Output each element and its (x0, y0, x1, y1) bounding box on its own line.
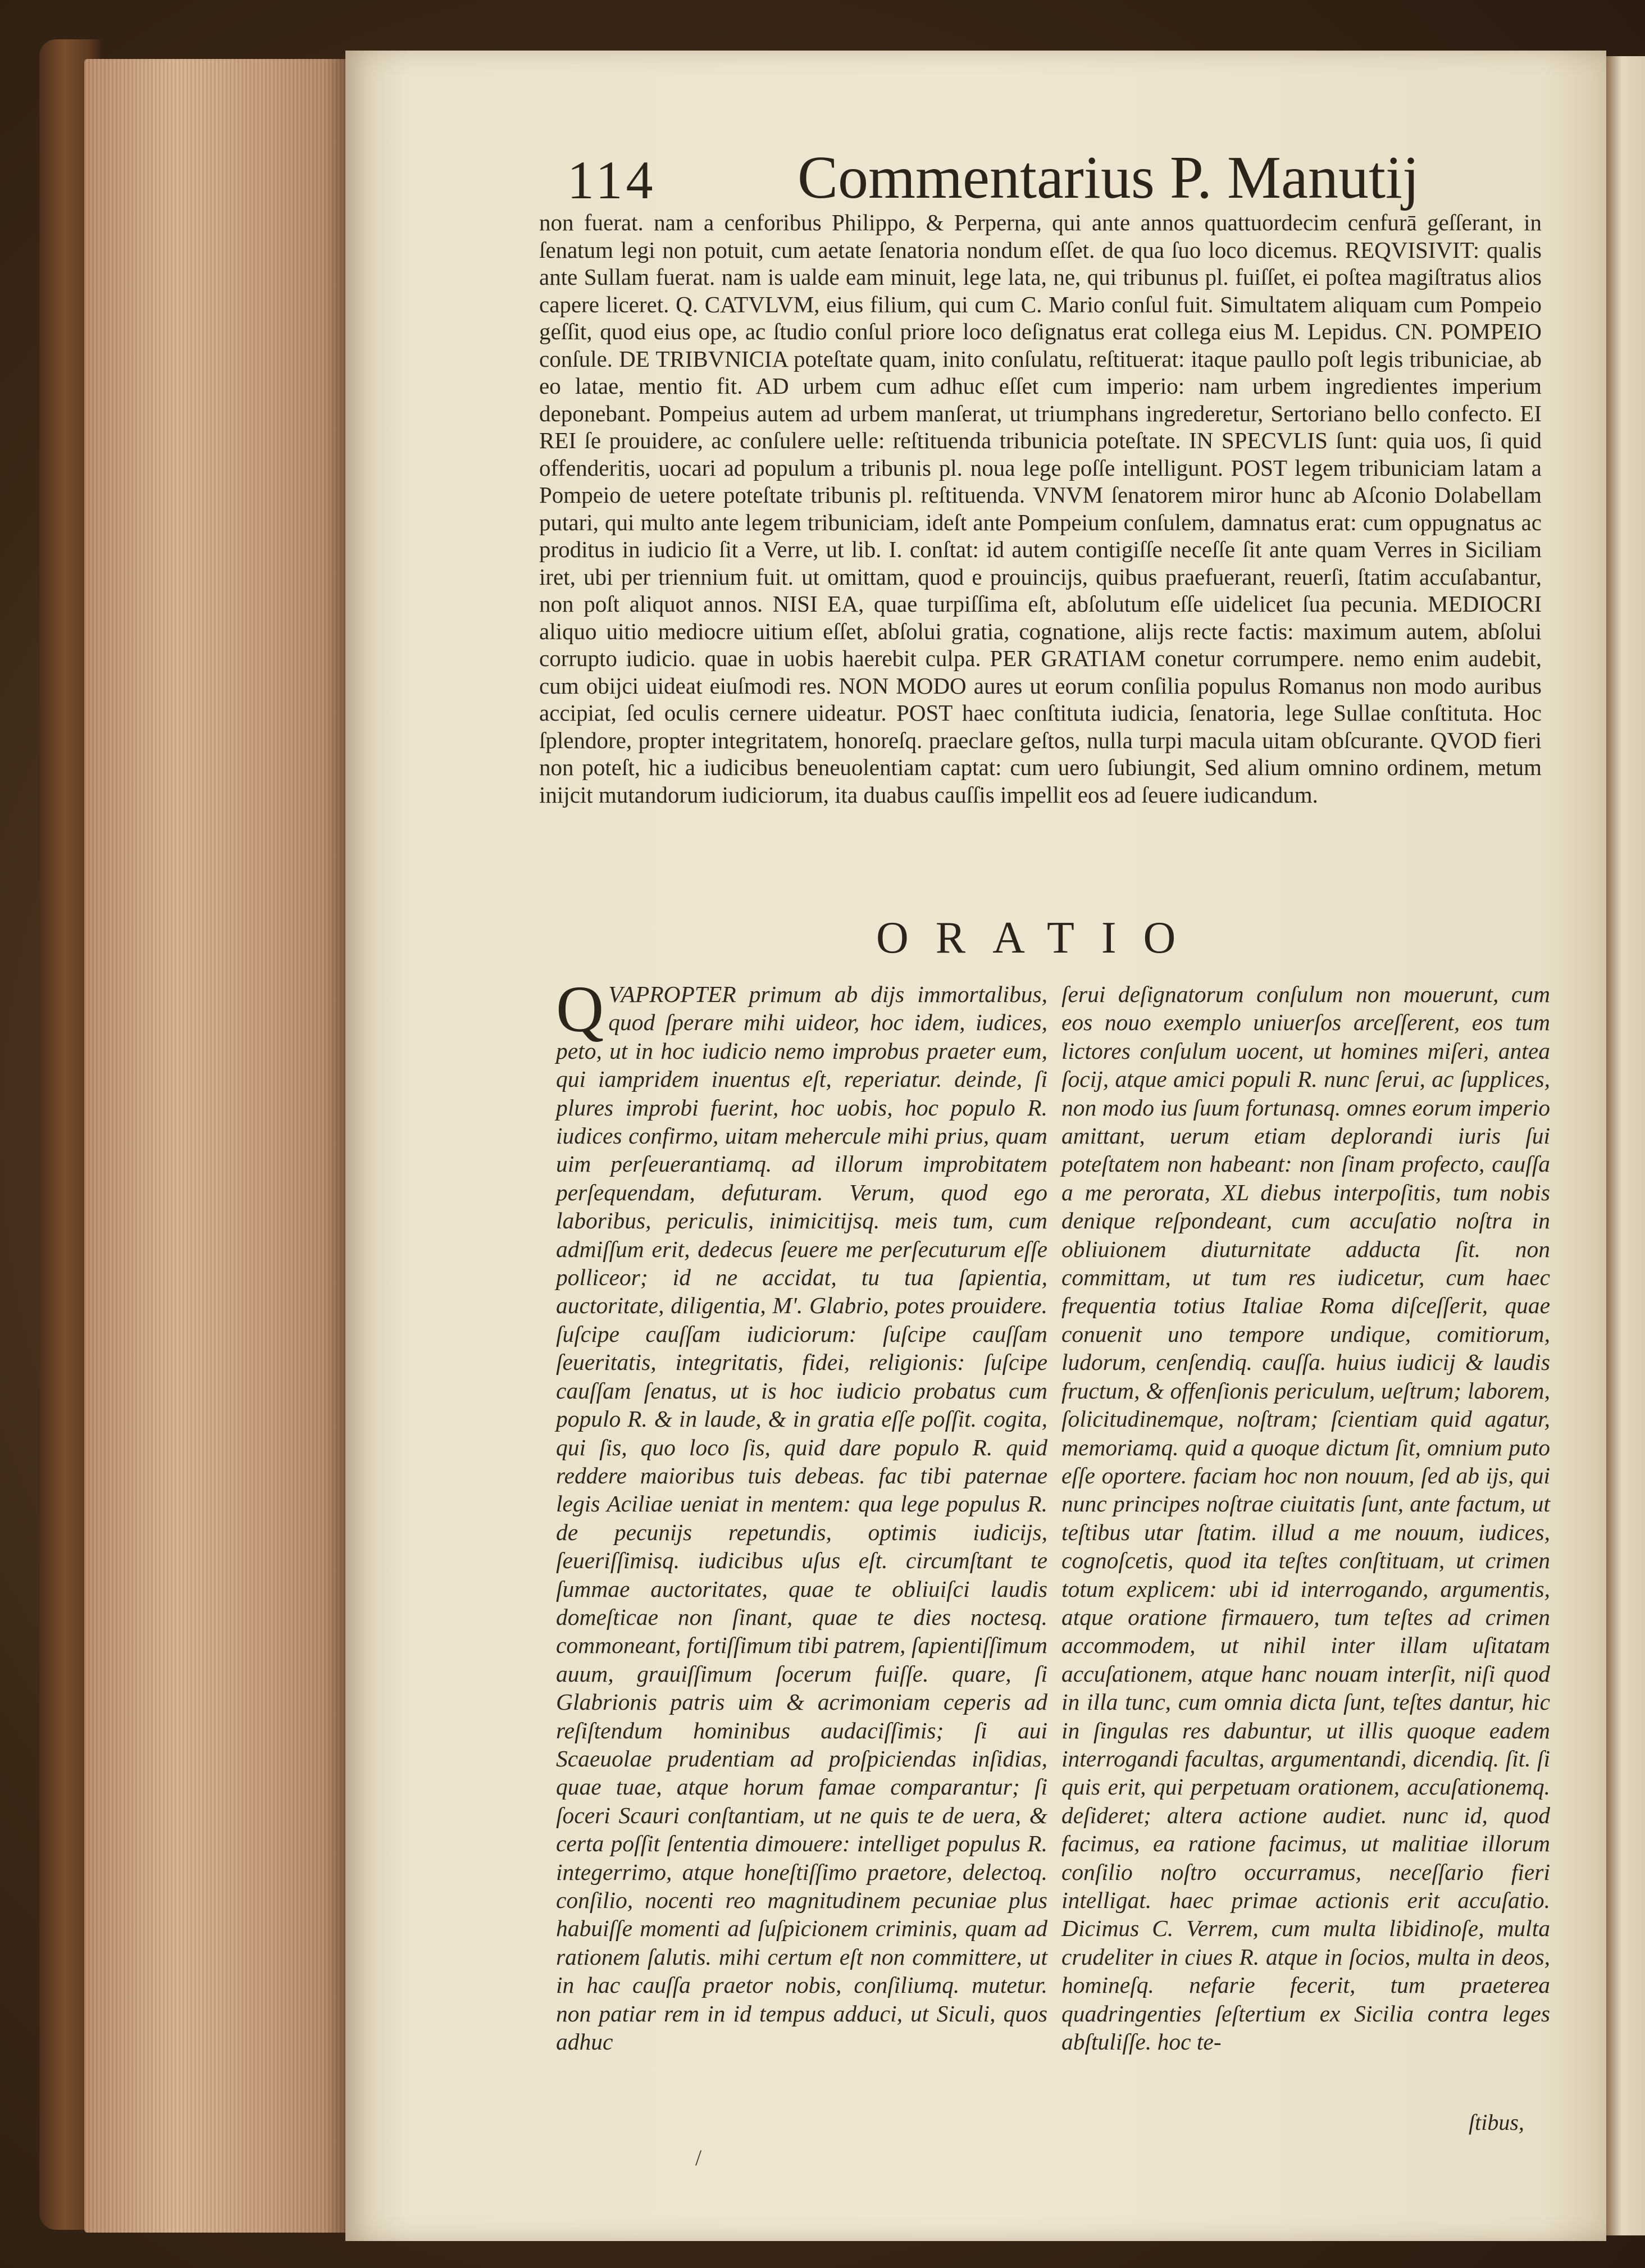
commentary-block (539, 209, 1542, 808)
page-header (567, 143, 1516, 211)
oration-right-column (1061, 980, 1550, 2056)
oration-right-text: ſerui deſignatorum conſulum non mouerunt, cum eos nouo exemplo uniuerſos arceſſerent, eos tum lictores conſulum uocent, ut homines miſeri, antea ſocij, atque amici populi R. nunc ſerui, ac ſupplices, non modo ius ſuum fortunasq. omnes eorum imperio amittant, uerum etiam deplorandi iuris ſui poteſtatem non habeant: non ſinam profecto, cauſſa a me perorata, XL diebus interpoſitis, tum nobis denique reſpondeant, cum accuſatio noſtra in obliuionem diuturnitate adducta ſit. non committam, ut tum res iudicetur, cum haec frequentia totius Italiae Roma diſceſſerit, quae conuenit uno tempore undique, comitiorum, ludorum, cenſendiq. cauſſa. huius iudicij & laudis fructum, & offenſionis periculum, ueſtrum; laborem, ſolicitudinemque, noſtram; ſcientiam quid agatur, memoriamq. quid a quoque dictum ſit, omnium puto eſſe oportere. faciam hoc non nouum, ſed ab ijs, qui nunc principes noſtrae ciuitatis ſunt, ante factum, ut teſtibus utar ſtatim. illud a me nouum, iudices, cognoſcetis, quod ita teſtes conſtituam, ut crimen totum explicem: ubi id interrogando, argumentis, atque oratione firmauero, tum teſtes ad crimen accommodem, ut nihil inter illam uſitatam accuſationem, atque hanc nouam interſit, niſi quod in illa tunc, cum omnia dicta ſunt, teſtes dantur, hic in ſingulas res dabuntur, ut illis quoque eadem interrogandi facultas, argumentandi, dicendiq. ſit. ſi quis erit, qui perpetuam orationem, accuſationemq. deſideret; altera actione audiet. nunc id, quod facimus, ea ratione facimus, ut malitiae illorum conſilio noſtro occurramus, neceſſario fieri intelligat. haec primae actionis erit accuſatio. Dicimus C. Verrem, cum multa libidinoſe, multa crudeliter in ciues R. atque in ſocios, multa in deos, homineſq. nefarie fecerit, tum praeterea quadringenties ſeſtertium ex Sicilia contra leges abſtuliſſe. hoc te- (1061, 981, 1550, 2055)
facing-page-edge (1606, 56, 1645, 2235)
drop-cap: Q (556, 972, 604, 1046)
oration-left-column (556, 972, 1047, 2056)
page-edges (84, 59, 348, 2233)
oration-left-text: VAPROPTER primum ab dijs immortalibus, quod ſperare mihi uideor, hoc idem, iudices, peto, ut in hoc iudicio nemo improbus praeter eum, qui iampridem inuentus eſt, reperiatur. deinde, ſi plures improbi fuerint, hoc uobis, hoc populo R. iudices confirmo, uitam mehercule mihi prius, quam uim perſeuerantiamq. ad illorum improbitatem perſequendam, defuturam. Verum, quod ego laboribus, periculis, inimicitijsq. meis tum, cum admiſſum erit, dedecus ſeuere me perſecuturum eſſe polliceor; id ne accidat, tu tua ſapientia, auctoritate, diligentia, M'. Glabrio, potes prouidere. ſuſcipe cauſſam iudiciorum: ſuſcipe cauſſam ſeueritatis, integritatis, fidei, religionis: ſuſcipe cauſſam ſenatus, ut is hoc iudicio probatus cum populo R. & in laude, & in gratia eſſe poſſit. cogita, qui ſis, quo loco ſis, quid dare populo R. quid reddere maioribus tuis debeas. fac tibi paternae legis Aciliae ueniat in mentem: qua lege populus R. de pecunijs repetundis, optimis iudicijs, ſeueriſſimisq. iudicibus uſus eſt. circumſtant te ſummae auctoritates, quae te obliuiſci laudis domeſticae non ſinant, quae te dies noctesq. commoneant, fortiſſimum tibi patrem, ſapientiſſimum auum, grauiſſimum ſocerum fuiſſe. quare, ſi Glabrionis patris uim & acrimoniam ceperis ad reſiſtendum hominibus audaciſſimis; ſi aui Scaeuolae prudentiam ad proſpiciendas inſidias, quae tuae, atque horum famae comparantur; ſi ſoceri Scauri conſtantiam, ut ne quis te de uera, & certa poſſit ſententia dimouere: intelliget populus R. integerrimo, atque honeſtiſſimo praetore, delectoq. conſilio, nocenti reo magnitudinem pecuniae plus habuiſſe momenti ad ſuſpicionem criminis, quam ad rationem ſalutis. mihi certum eſt non committere, ut in hac cauſſa praetor nobis, conſiliumq. mutetur. non patiar rem in id tempus adduci, ut Siculi, quos adhuc (556, 981, 1047, 2055)
margin-mark: / (695, 2145, 702, 2170)
catchword: ſtibus, (1469, 2110, 1524, 2135)
page-number: 114 (567, 150, 657, 210)
section-heading: ORATIO (876, 913, 1203, 963)
commentary-text: non fuerat. nam a cenforibus Philippo, & Perperna, qui ante annos quattuordecim cenfurā geſſerant, in ſenatum legi non potuit, cum aetate ſenatoria nondum eſſet. de qua ſuo loco dicemus. REQVISIVIT: qualis ante Sullam fuerat. nam is ualde eam minuit, lege lata, ne, qui tribunus pl. fuiſſet, ei poſtea magiſtratus alios capere liceret. Q. CATVLVM, eius filium, qui cum C. Mario conſul fuit. Simultatem aliquam cum Pompeio geſſit, quod eius ope, ac ſtudio conſul priore loco deſignatus erat collega eius M. Lepidus. CN. POMPEIO conſule. DE TRIBVNICIA poteſtate quam, inito conſulatu, reſtituerat: itaque paullo poſt legis tribuniciae, ab eo latae, mentio fit. AD urbem cum adhuc eſſet cum imperio: nam urbem ingredientes imperium deponebant. Pompeius autem ad urbem manſerat, ut triumphans ingrederetur, Sertoriano bello confecto. EI REI ſe prouidere, ac conſulere uelle: reſtituenda tribunicia poteſtate. IN SPECVLIS ſunt: quia uos, ſi quid offenderitis, uocari ad populum a tribunis pl. noua lege poſſe intelligunt. POST legem tribuniciam latam a Pompeio de uetere poteſtate tribunis pl. reſtituenda. VNVM ſenatorem miror hunc ab Aſconio Dolabellam putari, qui multo ante legem tribuniciam, ideſt ante Pompeium conſulem, damnatus erat: cum oppugnatus ac proditus in iudicio ſit a Verre, ut lib. I. conſtat: id autem contigiſſe neceſſe ſit ante quam Verres in Siciliam iret, ubi per triennium fuit. ut omittam, quod e prouincijs, quibus praefuerant, reuerſi, ſtatim accuſabantur, non poſt aliquot annos. NISI EA, quae turpiſſima eſt, abſolutum eſſe uidelicet ſua pecunia. MEDIOCRI aliquo uitio mediocre uitium eſſet, abſolui gratia, cognatione, alijs recte factis: maximum autem, abſolui corrupto iudicio. quae in uobis haerebit culpa. PER GRATIAM conetur corrumpere. nemo enim audebit, cum obijci uideat eiuſmodi res. NON MODO aures ut eorum conſilia populus Romanus non modo auribus accipiat, ſed oculis cernere uideatur. POST haec conſtituta iudicia, ſenatoria, lege Sullae conſtituta. Hoc ſplendore, propter integritatem, honoreſq. praeclare geſtos, nulla turpi macula uitam obſcurante. QVOD fieri non poteſt, hic a iudicibus beneuolentiam captat: cum uero ſubiungit, Sed alium omnino ordinem, metum inijcit mutandorum iudiciorum, ita duabus cauſſis impellit eos ad ſeuere iudicandum. (539, 210, 1542, 808)
running-title: Commentarius P. Manutij (798, 144, 1419, 211)
